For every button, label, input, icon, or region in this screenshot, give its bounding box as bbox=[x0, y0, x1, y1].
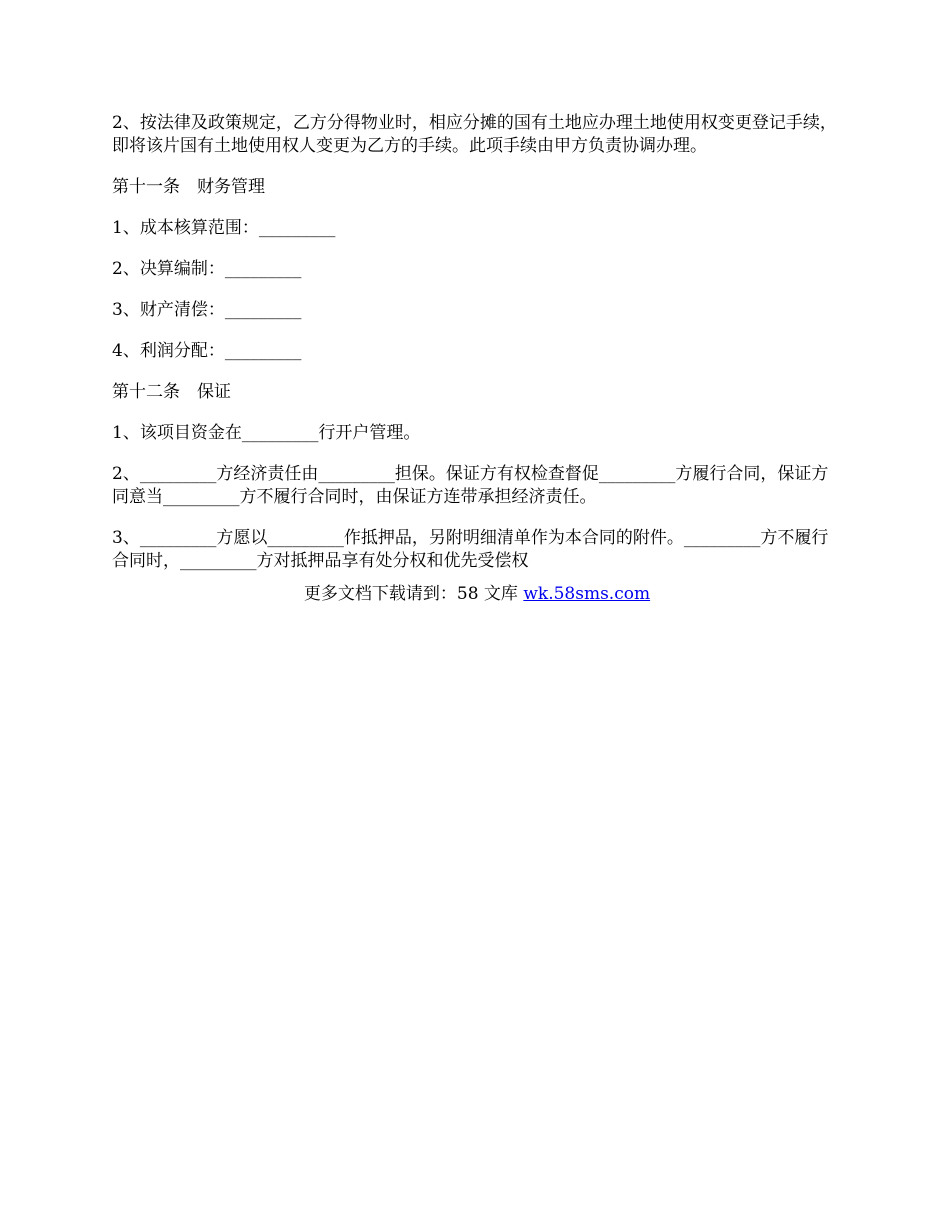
property-settlement-item: 3、财产清偿：_________ bbox=[112, 300, 302, 320]
article-11-heading: 第十一条 财务管理 bbox=[112, 177, 265, 197]
footer-text: 更多文档下载请到：58 文库 bbox=[303, 584, 524, 604]
guarantee-item-2: 2、_________方经济责任由_________担保。保证方有权检查督促_________方履行合同，保证方同意当_________方不履行合同时，由保证方连带承担经济责任。 bbox=[112, 464, 829, 507]
guarantee-item-1: 1、该项目资金在_________行开户管理。 bbox=[112, 423, 421, 443]
footer bbox=[112, 583, 842, 606]
document-page bbox=[112, 112, 842, 606]
cost-accounting-scope-item: 1、成本核算范围：_________ bbox=[112, 218, 336, 238]
article-12-heading: 第十二条 保证 bbox=[112, 382, 231, 402]
profit-distribution-item: 4、利润分配：_________ bbox=[112, 341, 302, 361]
clause-11-2-paragraph: 2、按法律及政策规定，乙方分得物业时，相应分摊的国有土地应办理土地使用权变更登记手续，即将该片国有土地使用权人变更为乙方的手续。此项手续由甲方负责协调办理。 bbox=[112, 113, 837, 156]
guarantee-item-3: 3、_________方愿以_________作抵押品，另附明细清单作为本合同的附件。_________方不履行合同时，_________方对抵押品享有处分权和优先受偿权 bbox=[112, 528, 829, 571]
final-accounts-item: 2、决算编制：_________ bbox=[112, 259, 302, 279]
footer-link[interactable]: wk.58sms.com bbox=[523, 584, 651, 604]
